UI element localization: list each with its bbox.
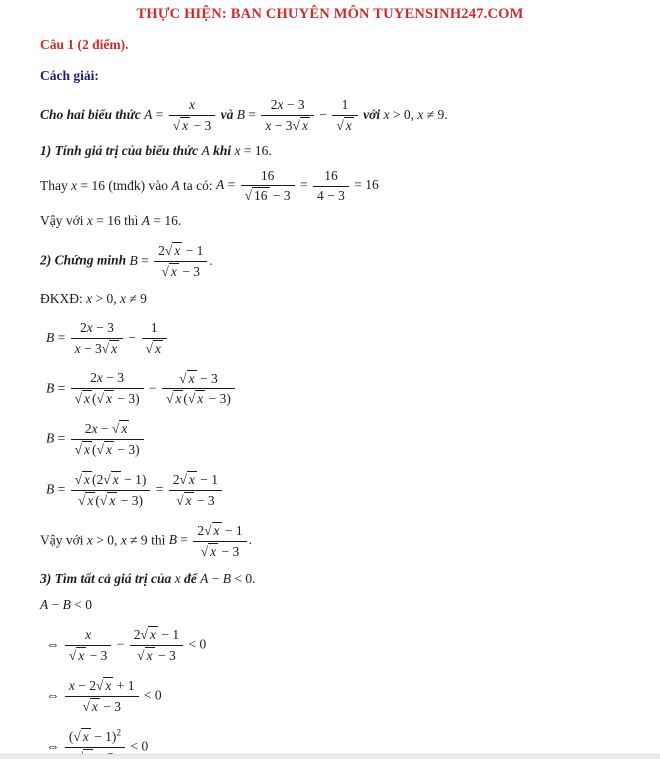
fraction bbox=[142, 320, 167, 358]
fraction bbox=[169, 97, 216, 135]
square-root bbox=[137, 648, 154, 663]
math-variable: x bbox=[210, 543, 217, 559]
radicand bbox=[85, 492, 95, 509]
inequality-start: A − B < 0 bbox=[40, 597, 92, 613]
numerator: 2√ x − 1 bbox=[154, 242, 207, 262]
math-variable: x bbox=[345, 117, 352, 133]
math-variable: x bbox=[85, 626, 92, 642]
formula-A: A = $\frac{x}{√ x - 3}$ bbox=[144, 107, 217, 122]
square-root bbox=[75, 391, 92, 406]
numerator: 16 bbox=[313, 168, 349, 187]
denominator: √ x (√ x − 3) bbox=[165, 391, 231, 407]
denominator: √ x − 3 bbox=[172, 117, 212, 133]
square-root bbox=[336, 118, 353, 133]
square-root bbox=[103, 472, 120, 487]
part1-work-pre: Thay bbox=[40, 177, 68, 193]
radicand bbox=[187, 370, 197, 387]
square-root bbox=[201, 544, 218, 559]
part2-heading bbox=[40, 242, 630, 281]
math-variable: x bbox=[189, 96, 196, 112]
radicand bbox=[195, 390, 205, 407]
part1-heading-value: x = 16. bbox=[234, 142, 272, 158]
problem-statement bbox=[40, 97, 630, 135]
domain-label: ĐKXĐ: bbox=[40, 290, 83, 306]
numerator: 16 bbox=[241, 168, 295, 187]
part1-conclusion-x: x = 16 bbox=[86, 213, 121, 229]
numerator: 1 bbox=[142, 320, 167, 339]
fraction bbox=[261, 97, 314, 135]
radicand bbox=[82, 471, 92, 488]
radicand bbox=[184, 492, 194, 509]
square-root bbox=[97, 391, 114, 406]
square-root bbox=[166, 391, 183, 406]
radical-sign: √ bbox=[164, 243, 173, 259]
radicand bbox=[81, 728, 91, 745]
numerator: 1 bbox=[332, 97, 357, 116]
page-bottom-strip bbox=[0, 754, 660, 759]
square-root bbox=[75, 472, 92, 487]
part1-work-A bbox=[171, 177, 179, 192]
math-variable: A bbox=[144, 106, 153, 122]
math-variable: x bbox=[185, 492, 192, 508]
radical-sign: √ bbox=[161, 264, 169, 279]
denominator bbox=[332, 116, 357, 135]
radical-sign: √ bbox=[140, 627, 148, 643]
radical-sign: √ bbox=[68, 647, 77, 663]
fraction bbox=[65, 627, 112, 665]
denominator: √ x − 3 bbox=[137, 648, 176, 664]
part1-heading-A bbox=[201, 143, 209, 158]
part1-conclusion-result: A = 16. bbox=[141, 213, 182, 229]
math-variable: A bbox=[171, 177, 180, 193]
radical-sign: √ bbox=[244, 188, 253, 204]
math-variable: x bbox=[82, 728, 89, 744]
math-variable: x bbox=[91, 698, 98, 714]
math-variable: x bbox=[188, 370, 195, 386]
fraction bbox=[154, 242, 207, 281]
denominator: √ x − 3 bbox=[161, 264, 201, 279]
math-variable: A bbox=[40, 597, 49, 613]
math-variable: A bbox=[200, 570, 209, 586]
math-variable: x bbox=[277, 96, 284, 112]
square-root bbox=[69, 648, 86, 663]
fraction bbox=[71, 320, 124, 358]
part2-heading-text: 2) Chứng minh bbox=[40, 252, 127, 268]
square-root bbox=[78, 493, 95, 508]
math-variable: x bbox=[170, 264, 177, 279]
radical-sign: √ bbox=[101, 340, 110, 356]
numerator: 2x − 3 bbox=[71, 370, 144, 389]
numerator: x − 2√ x + 1 bbox=[65, 677, 139, 697]
numerator: 2√ x − 1 bbox=[193, 522, 246, 542]
fraction bbox=[130, 626, 183, 665]
math-variable: x bbox=[174, 570, 181, 586]
math-variable: x bbox=[182, 117, 189, 133]
math-variable: x bbox=[265, 117, 272, 133]
radicand bbox=[119, 420, 129, 437]
math-variable: B bbox=[236, 106, 246, 122]
radicand bbox=[187, 471, 197, 488]
radicand bbox=[212, 522, 222, 539]
radical-sign: √ bbox=[74, 442, 83, 458]
math-variable: x bbox=[68, 678, 75, 693]
math-variable: B bbox=[46, 430, 55, 446]
square-root bbox=[204, 523, 221, 538]
math-variable: x bbox=[91, 421, 98, 437]
part3-heading-mid: để bbox=[184, 570, 197, 586]
math-variable: x bbox=[96, 370, 103, 385]
part3-heading-text: 3) Tìm tất cả giá trị của bbox=[40, 570, 172, 586]
math-variable: x bbox=[71, 177, 78, 193]
denominator: x − 3√ x bbox=[74, 340, 118, 356]
radicand bbox=[180, 117, 190, 134]
part1-conclusion-mid: thì bbox=[124, 213, 139, 229]
inequality-step-3: ⇔ (√ x − 1)$^2$ < 0 bbox=[40, 728, 630, 759]
math-variable: x bbox=[234, 142, 241, 158]
derivation-step-2: B = $\frac{2x - 3}{√ x (√ x - 3)}$ − $\frac{√ x - 3}{√ x (√ x - 3)}$ bbox=[40, 370, 630, 409]
square-root bbox=[73, 729, 90, 744]
math-variable: x bbox=[112, 472, 119, 487]
radical-sign: √ bbox=[200, 543, 209, 559]
fraction bbox=[241, 168, 295, 206]
radicand bbox=[169, 263, 179, 280]
radical-sign: √ bbox=[74, 390, 83, 406]
fraction bbox=[65, 677, 139, 716]
math-variable: x bbox=[109, 492, 116, 508]
denominator bbox=[142, 339, 167, 358]
math-variable: B bbox=[46, 379, 55, 395]
square-root bbox=[179, 371, 196, 386]
math-variable: x bbox=[121, 421, 128, 437]
fraction bbox=[169, 471, 222, 510]
math-variable: B bbox=[46, 481, 55, 497]
math-variable: x bbox=[146, 648, 153, 664]
radicand bbox=[153, 340, 163, 357]
part2-conclusion-line bbox=[40, 522, 630, 561]
derivation-step-1: B = $\frac{2x - 3}{x - 3√ x}$ − $\frac{1}{√ x}$ bbox=[40, 320, 630, 358]
radicand bbox=[104, 441, 114, 458]
math-variable: B bbox=[62, 597, 71, 613]
radicand bbox=[172, 242, 182, 259]
math-variable: x bbox=[120, 290, 126, 306]
domain-math: x > 0, x ≠ 9 bbox=[86, 290, 147, 306]
radicand bbox=[111, 471, 121, 488]
part3-heading-x bbox=[175, 571, 181, 586]
square-root bbox=[141, 627, 158, 642]
statement-text: Cho hai biểu thức bbox=[40, 106, 141, 122]
math-variable: B bbox=[129, 252, 138, 268]
math-variable: x bbox=[87, 492, 94, 508]
square-root bbox=[245, 188, 270, 203]
math-variable: x bbox=[105, 678, 112, 693]
radical-sign: √ bbox=[137, 648, 145, 664]
math-variable: x bbox=[383, 106, 390, 122]
radical-sign: √ bbox=[165, 391, 174, 407]
radicand: 16 bbox=[254, 188, 268, 204]
numerator: 2√ x − 1 bbox=[169, 471, 222, 491]
denominator: √ x (√ x − 3) bbox=[78, 492, 143, 508]
radicand bbox=[173, 390, 183, 407]
radicand bbox=[82, 441, 92, 458]
radicand bbox=[145, 647, 155, 664]
radicand bbox=[104, 390, 114, 407]
statement-and: và bbox=[220, 106, 234, 122]
formula-B: B = $\frac{2x - 3}{x - 3√ x}$ − $\frac{1}{√ x}$ bbox=[237, 107, 360, 122]
numerator bbox=[65, 627, 112, 646]
math-variable: B bbox=[46, 329, 55, 345]
math-variable: x bbox=[301, 117, 308, 133]
radical-sign: √ bbox=[96, 442, 104, 458]
radical-sign: √ bbox=[179, 472, 187, 487]
radicand bbox=[82, 390, 92, 407]
math-variable: x bbox=[86, 532, 93, 548]
square-root bbox=[97, 442, 114, 457]
numerator: √ x (2√ x − 1) bbox=[71, 471, 151, 491]
fraction bbox=[162, 370, 235, 409]
square-root bbox=[96, 678, 113, 693]
part3-heading-math: A − B < 0. bbox=[200, 570, 256, 586]
radical-sign: √ bbox=[145, 340, 153, 356]
radical-sign: √ bbox=[176, 492, 184, 508]
fraction bbox=[332, 97, 357, 135]
math-variable: x bbox=[86, 213, 93, 229]
statement-condition: x > 0, x ≠ 9. bbox=[383, 106, 448, 122]
inequality-step-2: ⇔ $\frac{x - 2√ x + 1}{√ x - 3}$ < 0 bbox=[46, 678, 162, 714]
math-variable: x bbox=[188, 472, 195, 487]
radical-sign: √ bbox=[82, 698, 90, 714]
numerator: (√ x − 1)$^2$ bbox=[65, 728, 125, 748]
math-variable: x bbox=[149, 627, 156, 643]
radical-sign: √ bbox=[103, 472, 111, 487]
part1-substitution-line bbox=[40, 168, 630, 206]
square-root bbox=[162, 264, 179, 279]
question-label: Câu 1 (2 điểm). bbox=[40, 37, 129, 53]
part1-work-mid: (tmđk) vào bbox=[108, 177, 168, 193]
numerator: 2x − 3 bbox=[71, 320, 124, 339]
math-variable: x bbox=[111, 340, 118, 356]
denominator: √ 16 − 3 bbox=[244, 188, 291, 204]
part3-heading bbox=[40, 571, 630, 588]
numerator: 2x − 3 bbox=[261, 97, 314, 116]
numerator: 2x − √ x bbox=[71, 420, 144, 440]
fraction bbox=[71, 370, 144, 408]
radicand bbox=[208, 543, 218, 560]
radicand bbox=[344, 117, 354, 134]
square-root bbox=[188, 391, 205, 406]
domain-condition-line bbox=[40, 291, 630, 308]
denominator: √ x (√ x − 3) bbox=[74, 390, 140, 406]
fraction bbox=[71, 471, 151, 510]
math-variable: B bbox=[168, 532, 177, 548]
math-variable: A bbox=[216, 177, 225, 193]
denominator: √ x − 3 bbox=[200, 543, 240, 559]
radicand bbox=[109, 340, 119, 357]
math-variable: x bbox=[105, 390, 112, 406]
part1-work-x: x = 16 bbox=[71, 177, 105, 193]
denominator: x − 3√ x bbox=[265, 117, 308, 133]
radical-sign: √ bbox=[204, 522, 212, 538]
denominator: √ x (√ x − 3) bbox=[74, 442, 140, 458]
derivation-step-4: B = $\frac{√ x (2√ x - 1)}{√ x (√ x - 3)}$ = $\frac{2√ x - 1}{√ x - 3}$ bbox=[40, 471, 630, 510]
part1-heading-text: 1) Tính giá trị của biểu thức bbox=[40, 142, 199, 158]
square-root bbox=[102, 341, 119, 356]
denominator: √ x − 3 bbox=[176, 492, 215, 508]
denominator: √ x − 3 bbox=[68, 647, 108, 663]
math-variable: x bbox=[78, 647, 85, 663]
math-variable: A bbox=[141, 213, 151, 229]
math-variable: x bbox=[86, 290, 93, 306]
radical-sign: √ bbox=[111, 421, 120, 437]
radical-sign: √ bbox=[172, 117, 181, 133]
fraction bbox=[313, 168, 349, 205]
inequality-step-1: ⇔ $\frac{x}{√ x - 3}$ − $\frac{2√ x - 1}{√ x - 3}$ < 0 bbox=[46, 626, 207, 664]
radical-sign: √ bbox=[96, 390, 104, 406]
math-variable: A bbox=[201, 142, 210, 158]
fraction bbox=[193, 522, 246, 561]
numerator bbox=[169, 97, 216, 116]
radicand bbox=[103, 677, 113, 694]
radical-sign: √ bbox=[78, 492, 86, 508]
radicand bbox=[90, 698, 100, 715]
radical-sign: √ bbox=[96, 678, 104, 693]
part2-conclusion-mid: thì bbox=[151, 532, 166, 548]
part1-conclusion-pre: Vậy với bbox=[40, 213, 84, 229]
fraction bbox=[71, 420, 144, 459]
part2-heading-math: B = $\frac{2√ x - 1}{√ x - 3}$ . bbox=[129, 243, 213, 279]
math-variable: x bbox=[120, 532, 127, 548]
math-variable: x bbox=[154, 340, 161, 356]
square-root bbox=[75, 442, 92, 457]
superscript: 2 bbox=[116, 728, 122, 739]
math-variable: x bbox=[213, 522, 220, 538]
math-variable: x bbox=[105, 442, 112, 458]
part1-work-math: A = $\frac{16}{√ 16 - 3}$ = $\frac{16}{4 - 3}$ = 16 bbox=[216, 167, 379, 204]
denominator: 4 − 3 bbox=[317, 187, 345, 203]
math-variable: x bbox=[84, 442, 91, 458]
square-root bbox=[179, 472, 196, 487]
square-root bbox=[112, 421, 129, 436]
part2-conclusion-math: B = $\frac{2√ x - 1}{√ x - 3}$ . bbox=[168, 522, 252, 559]
statement-with: với bbox=[363, 106, 381, 122]
part2-conclusion-pre: Vậy với bbox=[40, 532, 84, 548]
square-root bbox=[293, 118, 310, 133]
radical-sign: √ bbox=[292, 117, 300, 133]
math-variable: x bbox=[86, 319, 93, 335]
part1-conclusion-line bbox=[40, 213, 630, 230]
square-root bbox=[82, 699, 99, 714]
math-variable: x bbox=[174, 243, 181, 259]
square-root bbox=[176, 493, 193, 508]
denominator: √ x − 3 bbox=[82, 698, 121, 714]
part1-heading-mid: khi bbox=[213, 142, 232, 158]
radical-sign: √ bbox=[187, 391, 196, 407]
numerator: √ x − 3 bbox=[162, 370, 235, 390]
derivation-step-3: B = $\frac{2x - √ x}{√ x (√ x - 3)}$ bbox=[40, 420, 630, 459]
radical-sign: √ bbox=[73, 728, 81, 744]
radicand bbox=[107, 492, 117, 509]
radicand bbox=[300, 117, 310, 134]
radicand bbox=[148, 626, 158, 643]
square-root bbox=[173, 118, 190, 133]
math-variable: x bbox=[84, 472, 91, 487]
math-variable: x bbox=[74, 340, 81, 356]
document-header: THỰC HIỆN: BAN CHUYÊN MÔN TUYENSINH247.COM bbox=[136, 6, 524, 22]
radical-sign: √ bbox=[179, 370, 187, 386]
math-variable: B bbox=[222, 570, 231, 586]
math-variable: x bbox=[417, 106, 424, 122]
numerator: 2√ x − 1 bbox=[130, 626, 183, 646]
math-variable: x bbox=[84, 390, 91, 406]
document-body bbox=[0, 23, 660, 759]
part1-work-mid2: ta có: bbox=[183, 177, 213, 193]
math-variable: x bbox=[197, 391, 204, 407]
radical-sign: √ bbox=[336, 117, 344, 133]
square-root bbox=[165, 243, 182, 258]
radicand bbox=[76, 647, 86, 664]
square-root bbox=[100, 493, 117, 508]
radical-sign: √ bbox=[74, 472, 83, 487]
solution-heading: Cách giải: bbox=[40, 68, 99, 83]
part1-heading bbox=[40, 143, 630, 160]
radical-sign: √ bbox=[99, 492, 108, 508]
part2-conclusion-condition: x > 0, x ≠ 9 bbox=[86, 532, 148, 548]
square-root bbox=[146, 341, 163, 356]
math-variable: x bbox=[175, 391, 182, 407]
